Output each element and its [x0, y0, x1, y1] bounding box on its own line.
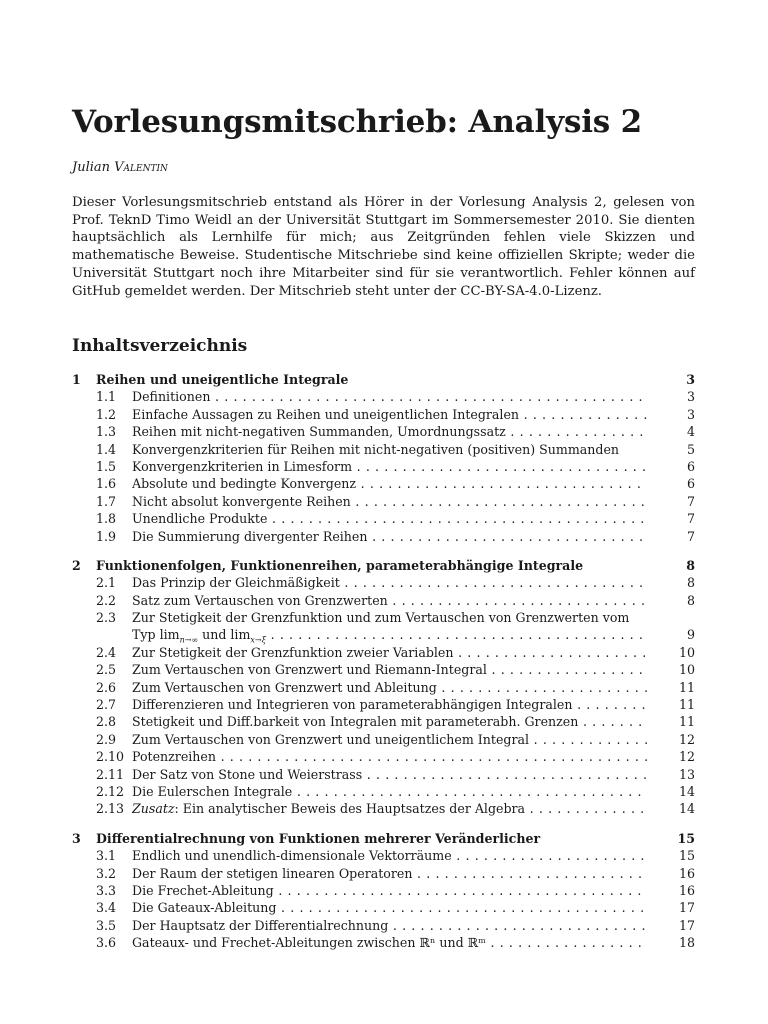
toc-section[interactable] — [72, 423, 695, 440]
document-title: Vorlesungsmitschrieb: Analysis 2 — [72, 104, 642, 140]
toc-section[interactable] — [72, 748, 695, 765]
section-title: Nicht absolut konvergente Reihen . . . — [132, 493, 647, 510]
chapter-page: 3 — [686, 372, 695, 387]
chapter-number: 2 — [72, 557, 81, 573]
toc-section[interactable] — [72, 917, 695, 934]
section-page: 12 — [678, 731, 695, 747]
section-title: Zur Stetigkeit der Grenzfunktion zweier Variablen . . . — [132, 644, 647, 661]
toc-section[interactable] — [72, 661, 695, 678]
section-title: Definitionen . . . — [132, 388, 647, 405]
section-page: 10 — [678, 662, 695, 678]
section-number: 1.3 — [96, 424, 117, 440]
toc-section[interactable] — [72, 510, 695, 527]
section-number: 3.6 — [96, 935, 117, 951]
toc-chapter-2[interactable] — [72, 557, 695, 574]
section-page: 11 — [678, 697, 695, 713]
section-number: 2.3 — [96, 610, 117, 626]
section-page: 6 — [686, 476, 695, 492]
section-number: 2.12 — [96, 783, 125, 799]
section-title: Zur Stetigkeit der Grenzfunktion und zum Vertauschen von Grenzwerten vom — [132, 610, 630, 626]
section-page: 16 — [678, 882, 695, 898]
section-number: 2.2 — [96, 592, 117, 608]
section-title-rest: : Ein analytischer Beweis des Hauptsatzes der Algebra — [174, 801, 526, 817]
section-number: 2.8 — [96, 714, 117, 730]
chapter-title: Reihen und uneigentliche Integrale — [96, 372, 349, 387]
section-page: 6 — [686, 458, 695, 474]
chapter-number: 1 — [72, 372, 81, 387]
section-page: 17 — [678, 900, 695, 916]
section-page: 14 — [678, 783, 695, 799]
toc-section[interactable] — [72, 574, 695, 591]
section-page: 13 — [678, 766, 695, 782]
toc-section[interactable] — [72, 731, 695, 748]
section-title: Das Prinzip der Gleichmäßigkeit . . . — [132, 574, 647, 591]
section-number: 1.1 — [96, 389, 117, 405]
toc-section[interactable] — [72, 644, 695, 661]
section-number: 3.4 — [96, 900, 117, 916]
section-title: Die Frechet-Ableitung . . . — [132, 882, 647, 899]
author-last-name: Valentin — [114, 160, 168, 175]
section-page: 8 — [686, 592, 695, 608]
toc-heading: Inhaltsverzeichnis — [72, 336, 248, 356]
section-number: 2.10 — [96, 749, 125, 765]
section-page: 7 — [686, 493, 695, 509]
section-page: 11 — [678, 679, 695, 695]
toc-section[interactable] — [72, 388, 695, 405]
toc-section[interactable] — [72, 783, 695, 800]
zusatz-label: Zusatz — [132, 801, 175, 817]
section-page: 15 — [678, 848, 695, 864]
chapter-number: 3 — [72, 830, 81, 846]
section-page: 7 — [686, 511, 695, 527]
toc-section[interactable] — [72, 713, 695, 730]
toc-section[interactable] — [72, 609, 695, 626]
section-title: Die Eulerschen Integrale . . . — [132, 783, 647, 800]
toc-section[interactable] — [72, 592, 695, 609]
section-title: Konvergenzkriterien in Limesform . . . — [132, 458, 647, 475]
section-number: 3.1 — [96, 848, 117, 864]
toc-section[interactable] — [72, 766, 695, 783]
section-page: 9 — [686, 627, 695, 643]
section-page: 8 — [686, 575, 695, 591]
section-title: Einfache Aussagen zu Reihen und uneigentlichen Integralen . . . — [132, 406, 647, 423]
section-number: 1.4 — [96, 441, 117, 457]
section-title: Stetigkeit und Diff.barkeit von Integralen mit parameterabh. Grenzen . . . — [132, 713, 647, 730]
section-title — [132, 800, 647, 817]
section-number: 1.6 — [96, 476, 117, 492]
section-page: 14 — [678, 801, 695, 817]
author — [72, 160, 168, 175]
chapter-title: Funktionenfolgen, Funktionenreihen, parameterabhängige Integrale — [96, 557, 584, 573]
section-number: 2.11 — [96, 766, 125, 782]
section-page: 10 — [678, 644, 695, 660]
toc-section[interactable] — [72, 679, 695, 696]
toc-section[interactable] — [72, 528, 695, 545]
section-title: Die Gateaux-Ableitung . . . — [132, 899, 647, 916]
section-number: 2.6 — [96, 679, 117, 695]
table-of-contents — [72, 371, 695, 952]
section-title: Endlich und unendlich-dimensionale Vektorräume . . . — [132, 847, 647, 864]
section-title: Unendliche Produkte . . . — [132, 510, 647, 527]
section-number: 2.9 — [96, 731, 117, 747]
section-title: Gateaux- und Frechet-Ableitungen zwischen ℝⁿ und ℝᵐ . . . — [132, 934, 647, 951]
toc-section[interactable] — [72, 899, 695, 916]
lim-text: Typ lim — [132, 627, 180, 643]
section-title: Differenzieren und Integrieren von parameterabhängigen Integralen . . . — [132, 696, 647, 713]
toc-section[interactable] — [72, 493, 695, 510]
toc-section[interactable] — [72, 934, 695, 951]
toc-section[interactable] — [72, 441, 695, 458]
section-number: 2.4 — [96, 644, 117, 660]
section-page: 17 — [678, 917, 695, 933]
section-title: Konvergenzkriterien für Reihen mit nicht-negativen (positiven) Summanden — [132, 441, 620, 457]
section-title: Der Hauptsatz der Differentialrechnung . . . — [132, 917, 647, 934]
toc-section[interactable] — [72, 458, 695, 475]
section-title: Satz zum Vertauschen von Grenzwerten . . . — [132, 592, 647, 609]
section-title: Der Satz von Stone und Weierstrass . . . — [132, 766, 647, 783]
section-number: 2.5 — [96, 662, 117, 678]
section-page: 16 — [678, 865, 695, 881]
abstract-paragraph: Dieser Vorlesungsmitschrieb entstand als Hörer in der Vorlesung Analysis 2, gelesen von Prof. TeknD Timo Weidl an der Universität Stuttgart im Sommersemester 2010. Sie dienten hauptsächlich als Lernhilfe für mich; aus Zeitgründen fehlen viele Skizzen und mathematische Beweise. Studentische Mitschriebe sind keine offiziellen Skripte; weder die Universität Stuttgart noch ihre Mitarbeiter sind für sie verantwortlich. Fehler können auf GitHub gemeldet werden. Der Mitschrieb steht unter der CC-BY-SA-4.0-Lizenz. — [72, 195, 695, 299]
toc-section[interactable] — [72, 696, 695, 713]
section-title: Zum Vertauschen von Grenzwert und uneigentlichem Integral . . . — [132, 731, 647, 748]
chapter-page: 8 — [686, 557, 695, 573]
section-title: Reihen mit nicht-negativen Summanden, Umordnungssatz . . . — [132, 423, 647, 440]
section-number: 2.7 — [96, 697, 117, 713]
toc-chapter-3[interactable] — [72, 830, 695, 847]
section-number: 1.5 — [96, 458, 117, 474]
chapter-page: 15 — [677, 830, 695, 846]
toc-section[interactable] — [72, 406, 695, 423]
section-number: 1.9 — [96, 528, 117, 544]
section-number: 1.7 — [96, 493, 117, 509]
section-number: 1.8 — [96, 511, 117, 527]
section-title: Zum Vertauschen von Grenzwert und Riemann-Integral . . . — [132, 661, 647, 678]
section-page: 3 — [686, 406, 695, 422]
toc-section[interactable] — [72, 475, 695, 492]
section-title: Zum Vertauschen von Grenzwert und Ableitung . . . — [132, 679, 647, 696]
section-number: 2.13 — [96, 801, 125, 817]
toc-chapter-1[interactable] — [72, 371, 695, 388]
section-title-continuation: Typ $\lim_{n\to\infty}$ und $\lim_{x\to\xi}$ . . . — [132, 626, 647, 649]
section-page: 7 — [686, 528, 695, 544]
toc-section[interactable] — [72, 882, 695, 899]
section-page: 18 — [678, 935, 695, 951]
section-number: 1.2 — [96, 406, 117, 422]
chapter-title: Differentialrechnung von Funktionen mehrerer Veränderlicher — [96, 830, 541, 846]
section-number: 3.2 — [96, 865, 117, 881]
section-title: Der Raum der stetigen linearen Operatoren . . . — [132, 865, 647, 882]
section-title: Die Summierung divergenter Reihen . . . — [132, 528, 647, 545]
section-number: 3.3 — [96, 882, 117, 898]
toc-section[interactable] — [72, 865, 695, 882]
toc-section[interactable] — [72, 800, 695, 817]
section-page: 4 — [686, 424, 695, 440]
section-page: 12 — [678, 749, 695, 765]
section-title: Absolute und bedingte Konvergenz . . . — [132, 475, 647, 492]
section-page: 11 — [678, 714, 695, 730]
toc-section-continuation[interactable] — [72, 626, 695, 643]
section-title: Potenzreihen . . . — [132, 748, 647, 765]
author-first-name: Julian — [72, 160, 111, 175]
toc-section[interactable] — [72, 847, 695, 864]
section-page: 5 — [686, 441, 695, 457]
section-number: 3.5 — [96, 917, 117, 933]
section-number: 2.1 — [96, 575, 117, 591]
section-page: 3 — [686, 389, 695, 405]
